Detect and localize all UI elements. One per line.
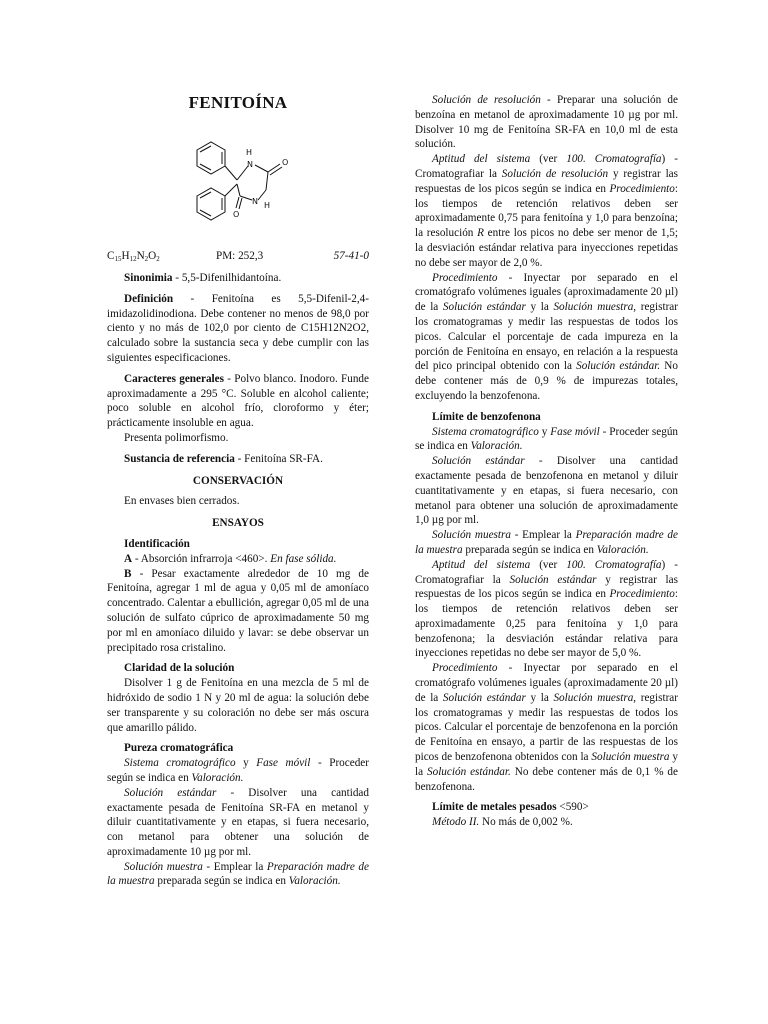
benzo-solucion-estandar: Solución estándar - Disolver una cantidad exactamente pesada de benzofenona en metanol y diluir cuantitativamente y en etapas, si fuera necesario, con metanol para obtener una solución de aproximadamente 1,0 µg por ml. bbox=[415, 455, 678, 527]
solucion-resolucion: Solución de resolución - Preparar una solución de benzoína en metanol de aproximadamente 10 µg por ml. Disolver 10 mg de Fenitoína SR-FA en 10,0 ml de esta solución. bbox=[415, 94, 678, 151]
definicion: Definición - Fenitoína es 5,5-Difenil-2,4-imidazolidinodiona. Debe contener no menos de 98,0 por ciento y no más de 102,0 por ciento de C15H12N2O2, calculado sobre la sustancia seca y debe cumplir con las siguientes especificaciones. bbox=[107, 292, 369, 364]
procedimiento-1: Procedimiento - Inyectar por separado en el cromatógrafo volúmenes iguales (aproximadamente 20 µl) de la Solución estándar y la Solución muestra, registrar los cromatogramas y medir las respuestas de todos los picos. Calcular el porcentaje de cada impureza en la porción de Fenitoína en ensayo, en relación a la respuesta del pico principal obtenido con la Solución estándar. No debe contener más de 0,9 % de impurezas totales, excluyendo la benzofenona. bbox=[415, 271, 679, 402]
claridad-text: Disolver 1 g de Fenitoína en una mezcla de 5 ml de hidróxido de sodio 1 N y 20 ml de agua: la solución debe ser transparente y su coloración no debe ser más oscura que amarillo pálido. bbox=[107, 677, 369, 734]
molecular-weight: PM: 252,3 bbox=[216, 250, 264, 262]
benzo-sistema: Sistema cromatográfico y Fase móvil - Proceder según se indica en Valoración. bbox=[415, 425, 679, 453]
aptitud-sistema-1: Aptitud del sistema (ver 100. Cromatografía) - Cromatografiar la Solución de resolución y registrar las respuestas de los picos según se indica en Procedimiento: los tiempos de retención relativos deben ser aproximadamente 0,75 para fenitoína y 1,0 para benzoína; la resolución R entre los picos no debe ser menor de 1,5; la desviación estándar relativa para inyecciones repetidas no debe ser mayor de 2,0 %. bbox=[415, 153, 678, 269]
atom-label: N bbox=[252, 197, 258, 206]
sustancia-referencia: Sustancia de referencia - Fenitoína SR-FA. bbox=[124, 452, 323, 465]
pureza-sistema: Sistema cromatográfico y Fase móvil - Proceder según se indica en Valoración. bbox=[107, 757, 369, 784]
aptitud-sistema-2: Aptitud del sistema (ver 100. Cromatografía) - Cromatografiar la Solución estándar y registrar las respuestas de los picos según se indica en Procedimiento: los tiempos de retención relativos deben ser aproximadamente 0,25 para fenitoína y 1,0 para benzofenona; la desviación estándar relativa para inyecciones repetidas no debe ser mayor de 5,0 %. bbox=[415, 558, 678, 660]
heading-claridad: Claridad de la solución bbox=[124, 662, 235, 675]
benzo-solucion-muestra: Solución muestra - Emplear la Preparación madre de la muestra preparada según se indica en Valoración. bbox=[415, 529, 678, 556]
envases: En envases bien cerrados. bbox=[124, 495, 240, 508]
metodo-ii: Método II. No más de 0,002 %. bbox=[432, 816, 573, 829]
section-conservacion: CONSERVACIÓN bbox=[192, 474, 284, 487]
polimorfismo: Presenta polimorfismo. bbox=[124, 431, 229, 444]
right-text-flow bbox=[415, 93, 678, 830]
page-title: FENITOÍNA bbox=[188, 93, 288, 112]
atom-label: O bbox=[282, 158, 289, 167]
molecular-formula: $C_{15}H_{12}N_2O_2$ bbox=[107, 250, 160, 263]
caracteres-generales: Caracteres generales - Polvo blanco. Inodoro. Funde aproximadamente a 295 °C. Soluble en alcohol caliente; poco soluble en alcohol frío, cloroformo y éter; prácticamente insoluble en agua. bbox=[107, 372, 369, 430]
cas-number: 57-41-0 bbox=[333, 250, 369, 262]
heading-identificacion: Identificación bbox=[124, 537, 190, 550]
atom-label: H bbox=[246, 148, 253, 157]
atom-label: O bbox=[233, 210, 240, 219]
atom-label: H bbox=[264, 201, 271, 210]
structure-diagram bbox=[182, 140, 302, 235]
section-ensayos: ENSAYOS bbox=[212, 517, 264, 530]
left-text-flow bbox=[107, 271, 369, 889]
identificacion-b: B - Pesar exactamente alrededor de 10 mg de Fenitoína, agregar 1 ml de agua y 0,05 ml de amoníaco concentrado. Calentar a ebullición, agregar 0,05 ml de una solución de sulfato cúprico de aproximadamente 50 mg por ml en amoníaco diluido y lavar: se debe observar un precipitado rosa cristalino. bbox=[107, 567, 369, 654]
pureza-solucion-muestra: Solución muestra - Emplear la Preparación madre de la muestra preparada según se indica en Valoración. bbox=[107, 860, 369, 888]
sinonimia: Sinonimia - 5,5-Difenilhidantoína. bbox=[124, 272, 282, 284]
atom-label: N bbox=[247, 160, 253, 169]
procedimiento-2: Procedimiento - Inyectar por separado en el cromatógrafo volúmenes iguales (aproximadamente 20 µl) de la Solución estándar y la Solución muestra, registrar los cromatogramas y medir las respuestas de todos los picos. Calcular el porcentaje de benzofenona en la porción de Fenitoína en ensayo, a partir de las respuestas de los picos de benzofenona obtenidos con la Solución muestra y la Solución estándar. No debe contener más de 0,1 % de benzofenona. bbox=[415, 662, 679, 793]
heading-pureza: Pureza cromatográfica bbox=[124, 742, 234, 755]
formula-line bbox=[107, 249, 369, 264]
identificacion-a: A - Absorción infrarroja <460>. En fase sólida. bbox=[124, 552, 337, 565]
pureza-solucion-estandar: Solución estándar - Disolver una cantidad exactamente pesada de Fenitoína SR-FA en metanol y diluir cuantitativamente y en etapas, si fuera necesario, con metanol para obtener una solución de aproximadamente 10 µg por ml. bbox=[107, 786, 369, 858]
heading-limite-benzofenona: Límite de benzofenona bbox=[432, 410, 541, 423]
heading-limite-metales: Límite de metales pesados <590> bbox=[432, 801, 589, 814]
